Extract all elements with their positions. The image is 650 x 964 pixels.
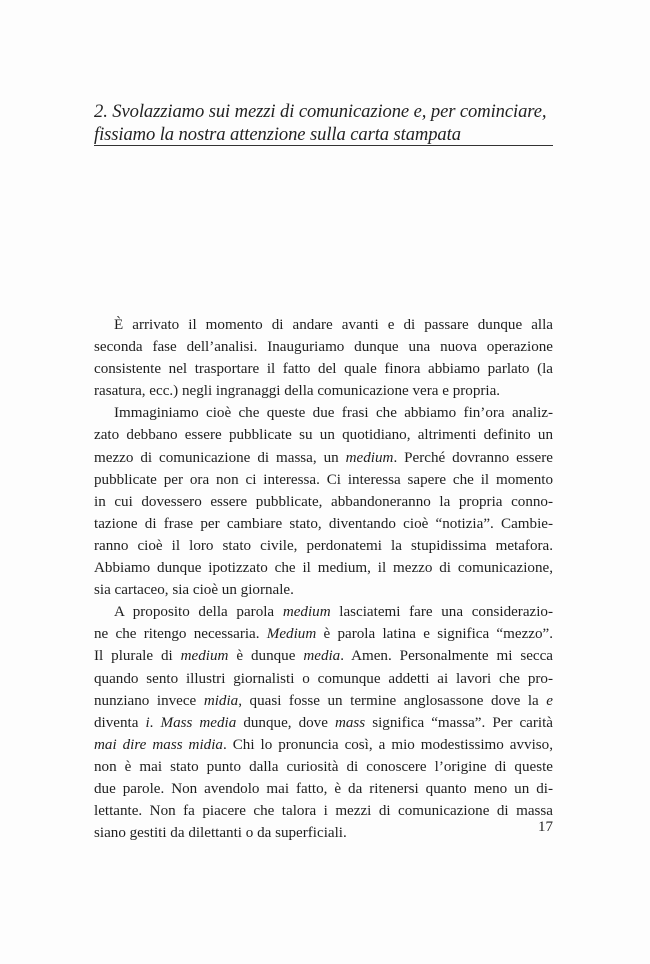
chapter-heading-line-1: 2. Svolazziamo sui mezzi di comunicazione e, per cominciare, xyxy=(94,101,547,122)
text-line xyxy=(94,535,553,557)
italic-term: medium xyxy=(180,648,229,665)
text-line xyxy=(94,491,553,513)
text-line xyxy=(94,424,553,446)
text-run: seconda fase dell’analisi. Inauguriamo dunque una nuova operazione xyxy=(94,339,553,356)
text-line xyxy=(94,645,553,667)
text-run: , quasi fosse un termine anglosassone dove la xyxy=(238,692,547,709)
italic-term: i xyxy=(145,714,150,731)
body-text xyxy=(94,314,553,844)
text-run: . Perché dovranno essere xyxy=(393,449,553,466)
italic-term: midia xyxy=(203,692,239,709)
text-run: sia cartaceo, sia cioè un giornale. xyxy=(94,582,294,599)
text-line xyxy=(94,778,553,800)
text-run: diventa xyxy=(94,714,146,731)
text-run: pubblicate per ora non ci interessa. Ci interessa sapere che il momento xyxy=(94,471,553,488)
text-run: ranno cioè il loro stato civile, perdonatemi la stupidissima metafora. xyxy=(94,537,553,554)
text-run: è dunque xyxy=(228,648,304,665)
text-line xyxy=(94,822,553,844)
text-line xyxy=(94,668,553,690)
text-run: lettante. Non fa piacere che talora i mezzi di comunicazione di massa xyxy=(94,803,553,820)
text-run: significa “massa”. Per carità xyxy=(365,714,553,731)
text-run: non è mai stato punto dalla curiosità di conoscere l’origine di queste xyxy=(94,758,553,775)
text-line xyxy=(94,336,553,358)
text-line xyxy=(94,579,553,601)
italic-term: Medium xyxy=(266,626,317,643)
text-line xyxy=(94,402,553,424)
text-line xyxy=(94,557,553,579)
text-run: è parola latina e significa “mezzo”. xyxy=(316,626,553,643)
text-line xyxy=(94,380,553,402)
italic-term: mass xyxy=(334,714,366,731)
text-run: . xyxy=(149,714,161,731)
text-run: siano gestiti da dilettanti o da superficiali. xyxy=(94,825,347,842)
italic-term: medium xyxy=(345,449,394,466)
text-run: nunziano invece xyxy=(94,692,204,709)
text-run: in cui dovessero essere pubblicate, abbandoneranno la propria conno- xyxy=(94,493,553,510)
text-run: consistente nel trasportare il fatto del quale finora abbiamo parlato (la xyxy=(94,361,553,378)
text-run: rasatura, ecc.) negli ingranaggi della comunicazione vera e propria. xyxy=(94,383,501,400)
italic-term: medium xyxy=(282,604,331,621)
italic-term: e xyxy=(546,692,553,709)
paragraph xyxy=(94,314,553,402)
italic-term: media xyxy=(303,648,341,665)
text-run: . Chi lo pronuncia così, a mio modestissimo avviso, xyxy=(222,736,553,753)
text-run: quando sento illustri giornalisti o comunque addetti ai lavori che pro- xyxy=(94,670,553,687)
text-line xyxy=(94,623,553,645)
text-run: Immaginiamo cioè che queste due frasi che abbiamo fin’ora analiz- xyxy=(114,405,553,422)
text-line xyxy=(94,756,553,778)
text-run: . Amen. Personalmente mi secca xyxy=(340,648,553,665)
text-line xyxy=(94,800,553,822)
text-run: È arrivato il momento di andare avanti e di passare dunque alla xyxy=(114,317,553,333)
text-run: ne che ritengo necessaria. xyxy=(94,626,267,643)
text-run: Abbiamo dunque ipotizzato che il medium, il mezzo di comunicazione, xyxy=(94,560,553,577)
text-run: A proposito della parola xyxy=(114,604,283,621)
text-run: dunque, dove xyxy=(236,714,335,731)
text-line xyxy=(94,469,553,491)
page-number: 17 xyxy=(538,819,553,835)
text-run: zato debbano essere pubblicate su un quotidiano, altrimenti definito un xyxy=(94,427,553,444)
text-line xyxy=(94,601,553,623)
text-run: mezzo di comunicazione di massa, un xyxy=(94,449,346,466)
text-run: lasciatemi fare una considerazio- xyxy=(330,604,554,621)
text-line xyxy=(94,314,553,336)
heading-rule xyxy=(94,145,553,146)
text-run: Il plurale di xyxy=(94,648,181,665)
text-line xyxy=(94,447,553,469)
text-line xyxy=(94,712,553,734)
text-line xyxy=(94,513,553,535)
chapter-heading-line-2: fissiamo la nostra attenzione sulla carta stampata xyxy=(94,124,461,145)
italic-term: mai dire mass midia xyxy=(94,736,223,753)
text-line xyxy=(94,690,553,712)
italic-term: Mass media xyxy=(160,714,237,731)
paragraph xyxy=(94,402,553,601)
text-line xyxy=(94,734,553,756)
paragraph xyxy=(94,601,553,844)
text-run: tazione di frase per cambiare stato, diventando cioè “notizia”. Cambie- xyxy=(94,515,553,532)
text-line xyxy=(94,358,553,380)
chapter-heading xyxy=(94,100,554,146)
text-run: due parole. Non avendolo mai fatto, è da ritenersi quanto meno un di- xyxy=(94,780,553,797)
